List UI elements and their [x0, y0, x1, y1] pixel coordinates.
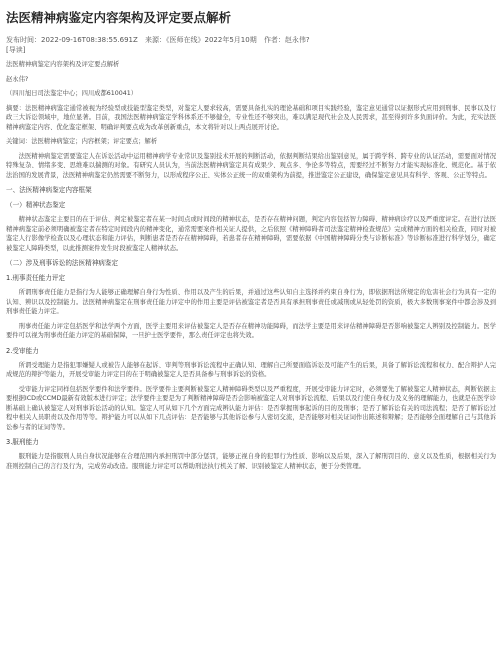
mental-state-paragraph: 精神状态鉴定主要目的在于评估、判定被鉴定者在某一时间点或时间段的精神状态，是否存在精神问题，判定内容包括智力障碍、精神病诊疗以及严重度评定。在进行法医精神病鉴定前必须明确被鉴定者在特定时间段内的精神变化，通常需要案件相关证人提供，之后依照《精神障碍者司法鉴定精神检查规范》完成精神方面的相关检查，同时对被鉴定人行影像学检查以及心理状态和能力评估，判断患者是否存在精神障碍，若患者存在精神障碍，需要依据《中国精神障碍分类与诊断标准》等诊断标准进行科学划分，确定被鉴定人障碍类型，以此推测案件发生时段被鉴定人精神状态。 — [6, 216, 496, 252]
publish-time: 发布时间：2022-09-16T08:38:55.691Z — [6, 36, 138, 44]
trial-capacity-paragraph-2: 受审能力评定同样包括医学要件和法学要件。医学要件主要判断被鉴定人精神障碍类型以及严重程度，开展受审能力评定时，必须要先了解被鉴定人精神状态，判断依据主要根据ICD或CCMD最新有效版本进行评定；法学要件主要是为了判断精神障碍是否会影响被鉴定人对刑事诉讼流程、后果以及行使自身权力及义务的理解能力，也就是在医学诊断基础上确认被鉴定人对刑事诉讼活动的认知。鉴定人可从如下几个方面完成辨认能力评估：是否掌握刑事起诉的目的及刑事；是否了解诉讼有关的司法流程；是否了解诉讼过程中相关人员职责以及作用等等。辩护能力可以从如下几点评估：是否能够与其他诉讼参与人密切交流，是否能够对相关证词作出陈述和辩解；是否能够全面理解自己与其他诉讼参与者的证词等等。 — [6, 385, 496, 431]
item-heading-2: 2.受审能力 — [6, 346, 39, 355]
article-title: 法医精神病鉴定内容架构及评定要点解析 — [6, 10, 232, 25]
author: 作者：赵永伟? — [263, 36, 310, 44]
article-meta — [6, 35, 496, 45]
keywords: 关键词：法医精神病鉴定；内容框架；评定要点；解析 — [6, 138, 158, 145]
trial-capacity-paragraph-1: 所谓受理能力是指犯罪嫌疑人或被告人能够在起诉、审判等刑事诉讼流程中正确认知、理解自己所要面临诉讼及可能产生的后果，具备了解诉讼流程和权力、配合辩护人完成规范的辩护等能力，开展受审能力评定目的在于明确被鉴定人是否具备参与刑事诉讼的资格。 — [6, 361, 496, 378]
intro-paragraph: 法医精神病鉴定需要鉴定人在诉讼活动中运用精神病学专业常识及鉴别技术开展的判断活动，依据判断结果给出鉴别意见，属于跨学科、跨专业的认证活动，需要面对情况特殊复杂、情绪多变、思维难以揣测的对象。有研究人员认为，当前法医精神病鉴定具有成果少、观点多、争论多等特点，需要经过不断努力才能实现标准化、规范化。基于依法治国的发展背景，法医精神病鉴定仍然需要不断努力，以形成程序公正、实体公正统一的双重架构为前提，推进鉴定公正建设，确保鉴定意见具有科学、客观、公正等特点。 — [6, 152, 496, 179]
subtitle: 法医精神病鉴定内容架构及评定要点解析 — [6, 61, 120, 68]
affiliation: （四川旭日司法鉴定中心；四川成都610041） — [6, 90, 138, 97]
guide-tag: [导读] — [6, 46, 26, 54]
subsection-heading-1: （一）精神状态鉴定 — [6, 201, 66, 209]
item-heading-1: 1.刑事责任能力评定 — [6, 274, 66, 282]
item-heading-3: 3.服刑能力 — [6, 438, 39, 446]
section-heading-1: 一、法医精神病鉴定内容框架 — [6, 186, 92, 194]
subsection-heading-2: （二）涉及刑事诉讼的法医精神病鉴定 — [6, 259, 119, 267]
source: 来源：《医师在线》2022年5月10期 — [145, 36, 257, 44]
abstract: 摘要：法医精神病鉴定通常被视为经验型或技能型鉴定类型，对鉴定人要求较高，需要具备扎实的理论基础和项目实践经验，鉴定意见通常以证据形式应用到刑事、民事以及行政三大诉讼领域中，地位显著。目前，我国法医精神病鉴定学科体系还不够健全，专业性还不够突出，难以满足现代社会及人民需求，甚至得到许多负面评价。为此，充实法医精神病鉴定内容、优化鉴定框架、明确评判要点成为改革创新重点，本文将针对以上两点展开讨论。 — [6, 104, 496, 131]
criminal-capacity-paragraph-2: 刑事责任能力评定包括医学和法学两个方面，医学主要用来评估被鉴定人是否存在精神功能障碍，而法学主要是用来评估精神障碍是否影响被鉴定人辨别及控制能力。医学要件可以视为刑事责任能力评定的基础保障，一旦护士医学要件，那么责任评定也将失效。 — [6, 322, 496, 339]
sentence-capacity-paragraph: 服刑能力是指服刑人员自身状况能够在合理范围内承担刑罚中部分惩罚，能够正视自身的犯罪行为性质、影响以及后果，深入了解刑罚目的、意义以及性质，根据相关行为准则控制自己的言行及行为，完成劳动改造。服刑能力评定可以帮助刑法执行机关了解、识别被鉴定人精神状态，便于分类管理。 — [6, 453, 496, 470]
byline-author: 赵永伟? — [6, 75, 29, 83]
criminal-capacity-paragraph-1: 所谓刑事责任能力是指行为人能够正确理解自身行为性质、作用以及产生的后果，并通过这些认知自主选择并约束自身行为，即依据刑法所规定的危害社会行为具有一定的认知、辨识以及控制能力。法医精神病鉴定在刑事责任能力评定中的作用主要是评估被鉴定者是否具有承担刑事责任或减刑或从轻处罚的资质，极大多数刑事案件中都会涉及到刑事责任能力评定。 — [6, 289, 496, 315]
